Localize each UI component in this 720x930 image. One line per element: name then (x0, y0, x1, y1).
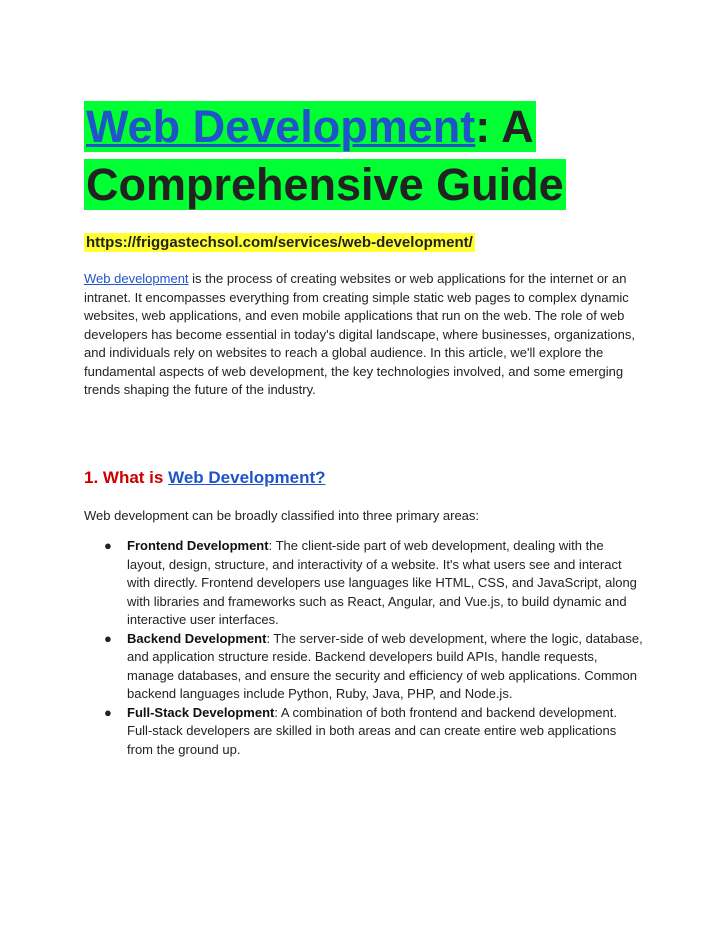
bullet-icon: ● (104, 630, 112, 646)
title-line-2 (84, 156, 566, 214)
title-link[interactable]: Web Development (86, 101, 476, 152)
bullet-icon: ● (104, 704, 112, 720)
section-heading-link[interactable]: Web Development? (168, 468, 326, 487)
source-url-text[interactable]: https://friggastechsol.com/services/web-development/ (86, 234, 473, 251)
intro-paragraph (84, 270, 644, 400)
page-title (84, 98, 566, 214)
list-item-term: Full-Stack Development (127, 704, 275, 720)
source-url (84, 232, 475, 254)
bullet-icon: ● (104, 538, 112, 553)
list-item (104, 630, 644, 704)
list-item-text: : The client-side part of web development, dealing with the layout, design, structure, and interactivity of a website. It's what users see and interact with directly. Frontend developers use languages like HTML, CSS, and JavaScript, along with libraries and frameworks such as React, Angular, and Vue.js, to build dynamic and interactive user interfaces. (127, 538, 637, 627)
list-item-term: Frontend Development (127, 538, 269, 553)
list-item-term: Backend Development (127, 630, 267, 646)
areas-list (104, 537, 644, 759)
title-line-1 (84, 98, 566, 156)
title-suffix: : A (475, 101, 534, 152)
list-item-text: : A combination of both frontend and backend development. Full-stack developers are skilled in both areas and can create entire web applications from the ground up. (127, 704, 617, 757)
intro-link[interactable]: Web development (84, 271, 189, 286)
section-lead: Web development can be broadly classified into three primary areas: (84, 508, 480, 523)
title-highlight-2: Comprehensive Guide (86, 159, 564, 210)
title-highlight-1 (84, 101, 536, 152)
list-item-text: : The server-side of web development, where the logic, database, and application structure reside. Backend developers build APIs, handle requests, manage databases, and ensure the security and efficiency of web applications. Common backend languages include Python, Ruby, Java, PHP, and Node.js. (127, 630, 643, 701)
section-heading-prefix: 1. What is (84, 468, 169, 487)
list-item (104, 537, 644, 630)
list-item (104, 704, 644, 760)
section-heading (84, 466, 326, 490)
intro-text: is the process of creating websites or web applications for the internet or an intranet. It encompasses everything from creating simple static web pages to complex dynamic websites, web applications, and even mobile applications that run on the web. The role of web developers has become essential in today's digital landscape, where businesses, organizations, and individuals rely on websites to reach a global audience. In this article, we'll explore the fundamental aspects of web development, the key technologies involved, and some emerging trends shaping the future of the industry. (84, 271, 635, 397)
